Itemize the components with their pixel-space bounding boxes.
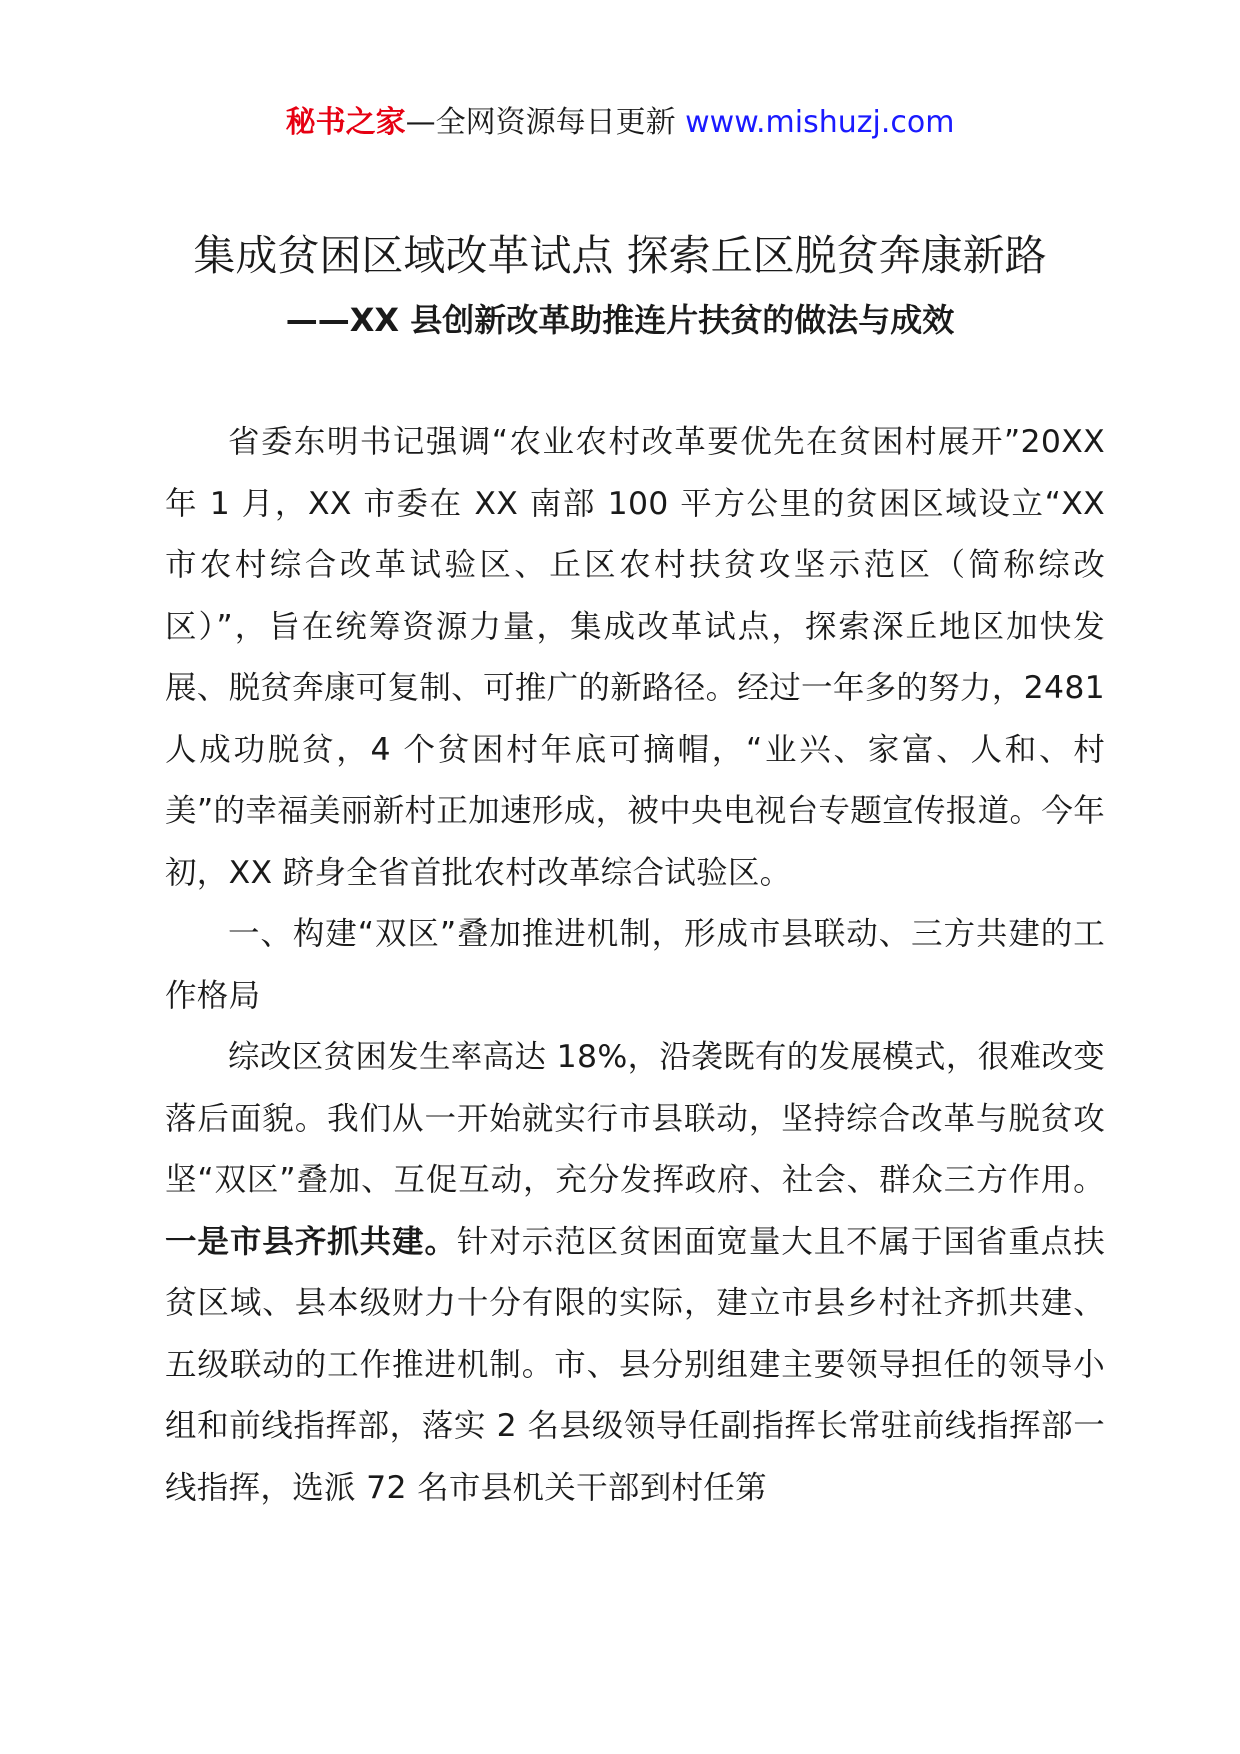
- document-subtitle: ——XX 县创新改革助推连片扶贫的做法与成效: [285, 301, 955, 339]
- header-slogan: —全网资源每日更新: [405, 105, 676, 140]
- paragraph-section-1-text-b: 针对示范区贫困面宽量大且不属于国省重点扶贫区域、县本级财力十分有限的实际，建立市县乡村社齐抓共建、五级联动的工作推进机制。市、县分别组建主要领导担任的领导小组和前线指挥部，落实 2 名县级领导任副指挥长常驻前线指挥部一线指挥，选派 72 名市县机关干部到村任第: [165, 1223, 1105, 1506]
- paragraph-section-1: [165, 1027, 1105, 1519]
- document-title: 集成贫困区域改革试点 探索丘区脱贫奔康新路: [193, 231, 1047, 280]
- paragraph-section-1-bold-point: 一是市县齐抓共建。: [165, 1223, 457, 1260]
- section-heading-1: 一、构建“双区”叠加推进机制，形成市县联动、三方共建的工作格局: [165, 916, 1105, 1014]
- document-body: [165, 412, 1105, 1519]
- paragraph-intro: 省委东明书记强调“农业农村改革要优先在贫困村展开”20XX 年 1 月，XX 市委在 XX 南部 100 平方公里的贫困区域设立“XX 市农村综合改革试验区、丘区农村扶贫攻坚示范区（简称综改区）”，旨在统筹资源力量，集成改革试点，探索深丘地区加快发展、脱贫奔康可复制、可推广的新路径。经过一年多的努力，2481 人成功脱贫，4 个贫困村年底可摘帽，“业兴、家富、人和、村美”的幸福美丽新村正加速形成，被中央电视台专题宣传报道。今年初，XX 跻身全省首批农村改革综合试验区。: [165, 424, 1105, 891]
- paragraph-section-1-text-a: 综改区贫困发生率高达 18%，沿袭既有的发展模式，很难改变落后面貌。我们从一开始就实行市县联动，坚持综合改革与脱贫攻坚“双区”叠加、互促互动，充分发挥政府、社会、群众三方作用。: [165, 1039, 1105, 1198]
- brand-name: 秘书之家: [285, 105, 406, 140]
- site-header: [0, 103, 1240, 143]
- site-url-link[interactable]: www.mishuzj.com: [685, 105, 955, 140]
